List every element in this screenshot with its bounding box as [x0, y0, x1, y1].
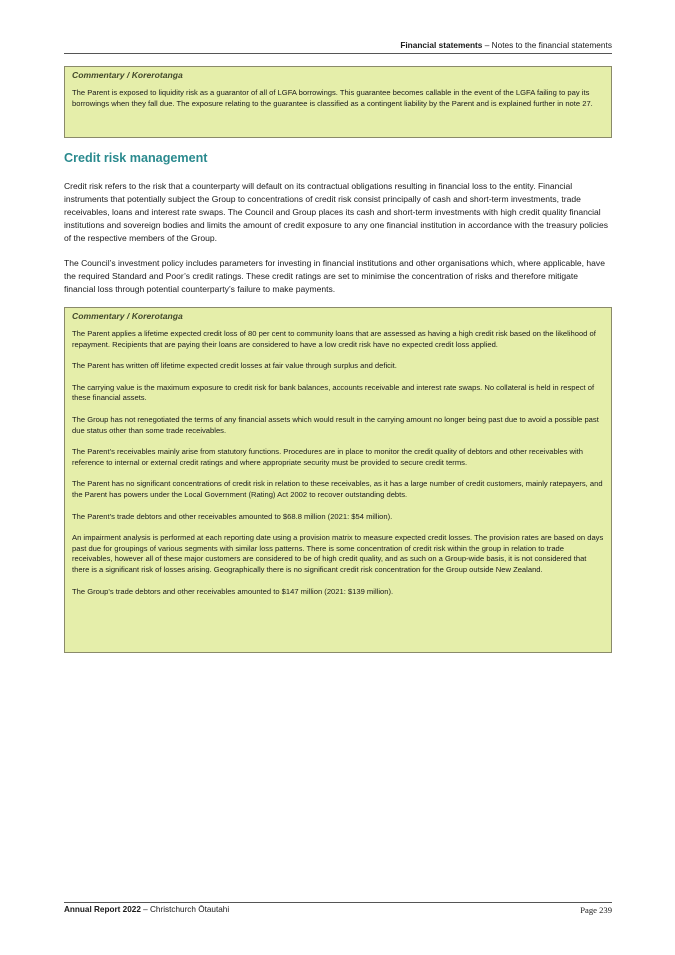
commentary-paragraph: An impairment analysis is performed at each reporting date using a provision matrix to measure expected credit losses. The provision rates are based on days past due for groupings of various segments with similar loss patterns. There is some concentration of credit risk within the group in relation to trade receivables, however all of these major customers are considered to be of high credit quality, and as such on a Group-wide basis, it is not considered that there is a significant risk of losses arising. Geographically there is no significant credit risk concentration for the Group outside New Zealand.: [72, 533, 604, 574]
commentary-paragraph: The Group’s trade debtors and other receivables amounted to $147 million (2021: $139 million).: [72, 586, 394, 596]
body-paragraph-text: Credit risk refers to the risk that a counterparty will default on its contractual obligations resulting in financial loss to the entity. Financial instruments that potentially subject the Group to concentrations of credit risk consist principally of cash and short-term investments, trade receivables, loans and interest rate swaps. The Council and Group places its cash and short-term investments with high credit quality financial institutions and sovereign bodies and limits the amount of credit exposure to any one financial institution in accordance with the treasury policies of the respective members of the Group.: [64, 181, 608, 243]
commentary-paragraph: The Parent has no significant concentrations of credit risk in relation to these receivables, as it has a large number of credit customers, mainly ratepayers, and the Parent has powers under the Local Government (Rating) Act 2002 to recover outstanding debts.: [72, 479, 603, 499]
footer-separator: –: [140, 905, 150, 914]
header-separator: –: [482, 40, 492, 50]
section-heading: Credit risk management: [64, 151, 208, 165]
commentary-paragraph: The Group has not renegotiated the terms of any financial assets which would result in the carrying amount no longer being past due to avoid a possible past due status other than some trade receivables.: [72, 414, 599, 435]
header-section: Financial statements: [400, 40, 483, 50]
commentary-paragraph: The carrying value is the maximum exposure to credit risk for bank balances, accounts receivable and interest rate swaps. No collateral is held in respect of these financial assets.: [72, 382, 595, 403]
page-header: [64, 40, 612, 54]
commentary-paragraph: The Parent has written off lifetime expected credit losses at fair value through surplus and deficit.: [72, 361, 397, 371]
commentary-title: Commentary / Korerotanga: [72, 311, 183, 321]
commentary-title: Commentary / Korerotanga: [72, 70, 183, 80]
commentary-paragraph: The Parent’s receivables mainly arise from statutory functions. Procedures are in place to monitor the credit quality of debtors and other receivables with reference to internal or external credit ratings and where appropriate security must be provided to secure credit terms.: [72, 447, 584, 467]
page-footer: [64, 902, 612, 915]
body-paragraph: [64, 180, 609, 245]
header-subsection: Notes to the financial statements: [491, 40, 612, 50]
commentary-paragraph: The Parent is exposed to liquidity risk as a guarantor of all of LGFA borrowings. This guarantee becomes callable in the event of the LGFA failing to pay its borrowings when they fall due. The exposure relating to the guarantee is classified as a contingent liability by the Parent and is explained further in note 27.: [72, 88, 593, 108]
page-number: Page 239: [580, 905, 612, 915]
commentary-box-credit: [64, 307, 612, 653]
footer-report: [64, 905, 229, 915]
footer-organisation: Christchurch Ōtautahi: [150, 905, 230, 914]
body-paragraph: [64, 257, 609, 296]
body-paragraph-text: The Council’s investment policy includes parameters for investing in financial institutions and other organisations which, where applicable, have the required Standard and Poor’s credit ratings. These credit ratings are set to minimise the concentration of risks and therefore mitigate financial loss through potential counterparty’s failure to make payments.: [64, 258, 605, 294]
commentary-paragraph: The Parent applies a lifetime expected credit loss of 80 per cent to community loans that are assessed as having a high credit risk based on the likelihood of repayment. Recipients that are paying their loans are considered to have a low credit risk have no expected credit loss applied.: [72, 329, 596, 349]
commentary-paragraph: The Parent’s trade debtors and other receivables amounted to $68.8 million (2021: $54 million).: [72, 511, 393, 521]
commentary-box-liquidity: [64, 66, 612, 138]
footer-report-title: Annual Report 2022: [64, 905, 141, 914]
